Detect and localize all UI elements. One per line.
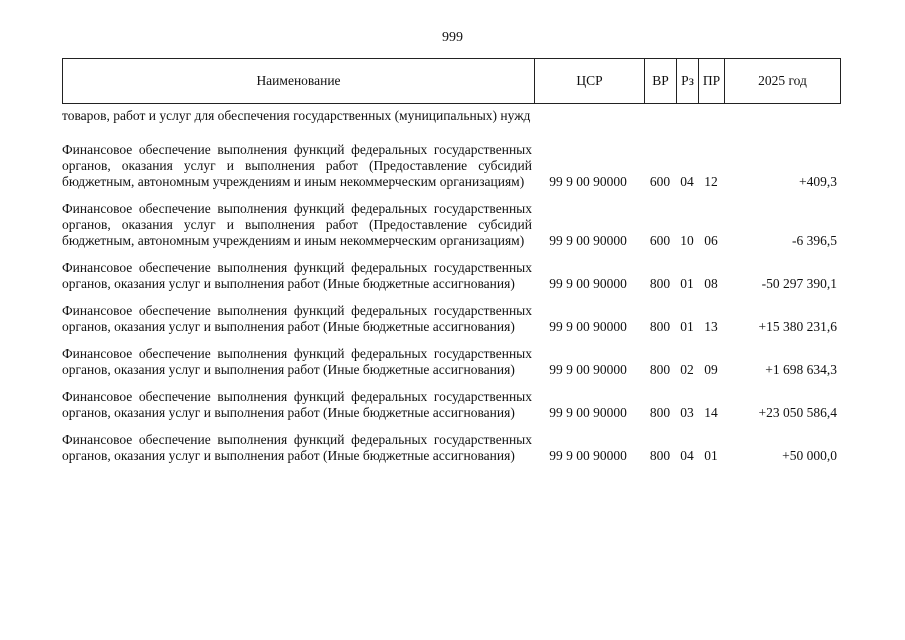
row-csr: 99 9 00 90000: [549, 448, 627, 463]
table-row: [62, 303, 841, 335]
row-vr: 800: [649, 405, 671, 420]
table-row: [62, 346, 841, 378]
row-rz: 04: [680, 174, 694, 189]
header-name: Наименование: [63, 59, 535, 103]
row-vr: 800: [649, 276, 671, 291]
row-pr: 09: [704, 362, 718, 377]
row-rz: 10: [680, 233, 694, 248]
row-amount: -50 297 390,1: [761, 276, 837, 291]
table-row: [62, 389, 841, 421]
row-name: Финансовое обеспечение выполнения функций федеральных государственных органов, оказания услуг и выполнения работ (Иные бюджетные ассигнования): [62, 432, 532, 463]
row-pr: 06: [704, 233, 718, 248]
table-row: [62, 142, 841, 190]
row-amount: +50 000,0: [782, 448, 837, 463]
header-vr: ВР: [645, 59, 677, 103]
row-name: Финансовое обеспечение выполнения функций федеральных государственных органов, оказания услуг и выполнения работ (Предоставление субсидий бюджетным, автономным учреждениям и иным некоммерческим организациям): [62, 142, 532, 189]
row-amount: -6 396,5: [792, 233, 837, 248]
header-pr: ПР: [699, 59, 725, 103]
header-csr: ЦСР: [535, 59, 645, 103]
row-name: Финансовое обеспечение выполнения функций федеральных государственных органов, оказания услуг и выполнения работ (Иные бюджетные ассигнования): [62, 389, 532, 420]
table-header: [62, 58, 841, 104]
row-pr: 14: [704, 405, 718, 420]
row-name: товаров, работ и услуг для обеспечения государственных (муниципальных) нужд: [62, 108, 531, 123]
table-row: [62, 108, 841, 124]
table-row: [62, 201, 841, 249]
row-amount: +409,3: [799, 174, 837, 189]
header-year: 2025 год: [758, 73, 807, 88]
row-csr: 99 9 00 90000: [549, 362, 627, 377]
table-row: [62, 432, 841, 464]
row-rz: 04: [680, 448, 694, 463]
row-rz: 01: [680, 276, 694, 291]
row-name: Финансовое обеспечение выполнения функций федеральных государственных органов, оказания услуг и выполнения работ (Иные бюджетные ассигнования): [62, 260, 532, 291]
row-pr: 12: [704, 174, 718, 189]
table-body: [62, 108, 841, 464]
row-name: Финансовое обеспечение выполнения функций федеральных государственных органов, оказания услуг и выполнения работ (Предоставление субсидий бюджетным, автономным учреждениям и иным некоммерческим организациям): [62, 201, 532, 248]
row-csr: 99 9 00 90000: [549, 276, 627, 291]
row-pr: 01: [704, 448, 718, 463]
row-csr: 99 9 00 90000: [549, 174, 627, 189]
row-name: Финансовое обеспечение выполнения функций федеральных государственных органов, оказания услуг и выполнения работ (Иные бюджетные ассигнования): [62, 346, 532, 377]
table-row: [62, 260, 841, 292]
page-number: 999: [442, 30, 463, 45]
row-name: Финансовое обеспечение выполнения функций федеральных государственных органов, оказания услуг и выполнения работ (Иные бюджетные ассигнования): [62, 303, 532, 334]
row-amount: +23 050 586,4: [758, 405, 837, 420]
row-vr: 600: [649, 174, 671, 189]
row-csr: 99 9 00 90000: [549, 233, 627, 248]
row-amount: +1 698 634,3: [765, 362, 837, 377]
row-vr: 600: [649, 233, 671, 248]
header-rz: Рз: [677, 59, 699, 103]
row-rz: 01: [680, 319, 694, 334]
row-vr: 800: [649, 319, 671, 334]
row-vr: 800: [649, 448, 671, 463]
row-csr: 99 9 00 90000: [549, 405, 627, 420]
row-csr: 99 9 00 90000: [549, 319, 627, 334]
row-rz: 03: [680, 405, 694, 420]
row-amount: +15 380 231,6: [758, 319, 837, 334]
row-pr: 13: [704, 319, 718, 334]
row-rz: 02: [680, 362, 694, 377]
row-vr: 800: [649, 362, 671, 377]
row-pr: 08: [704, 276, 718, 291]
